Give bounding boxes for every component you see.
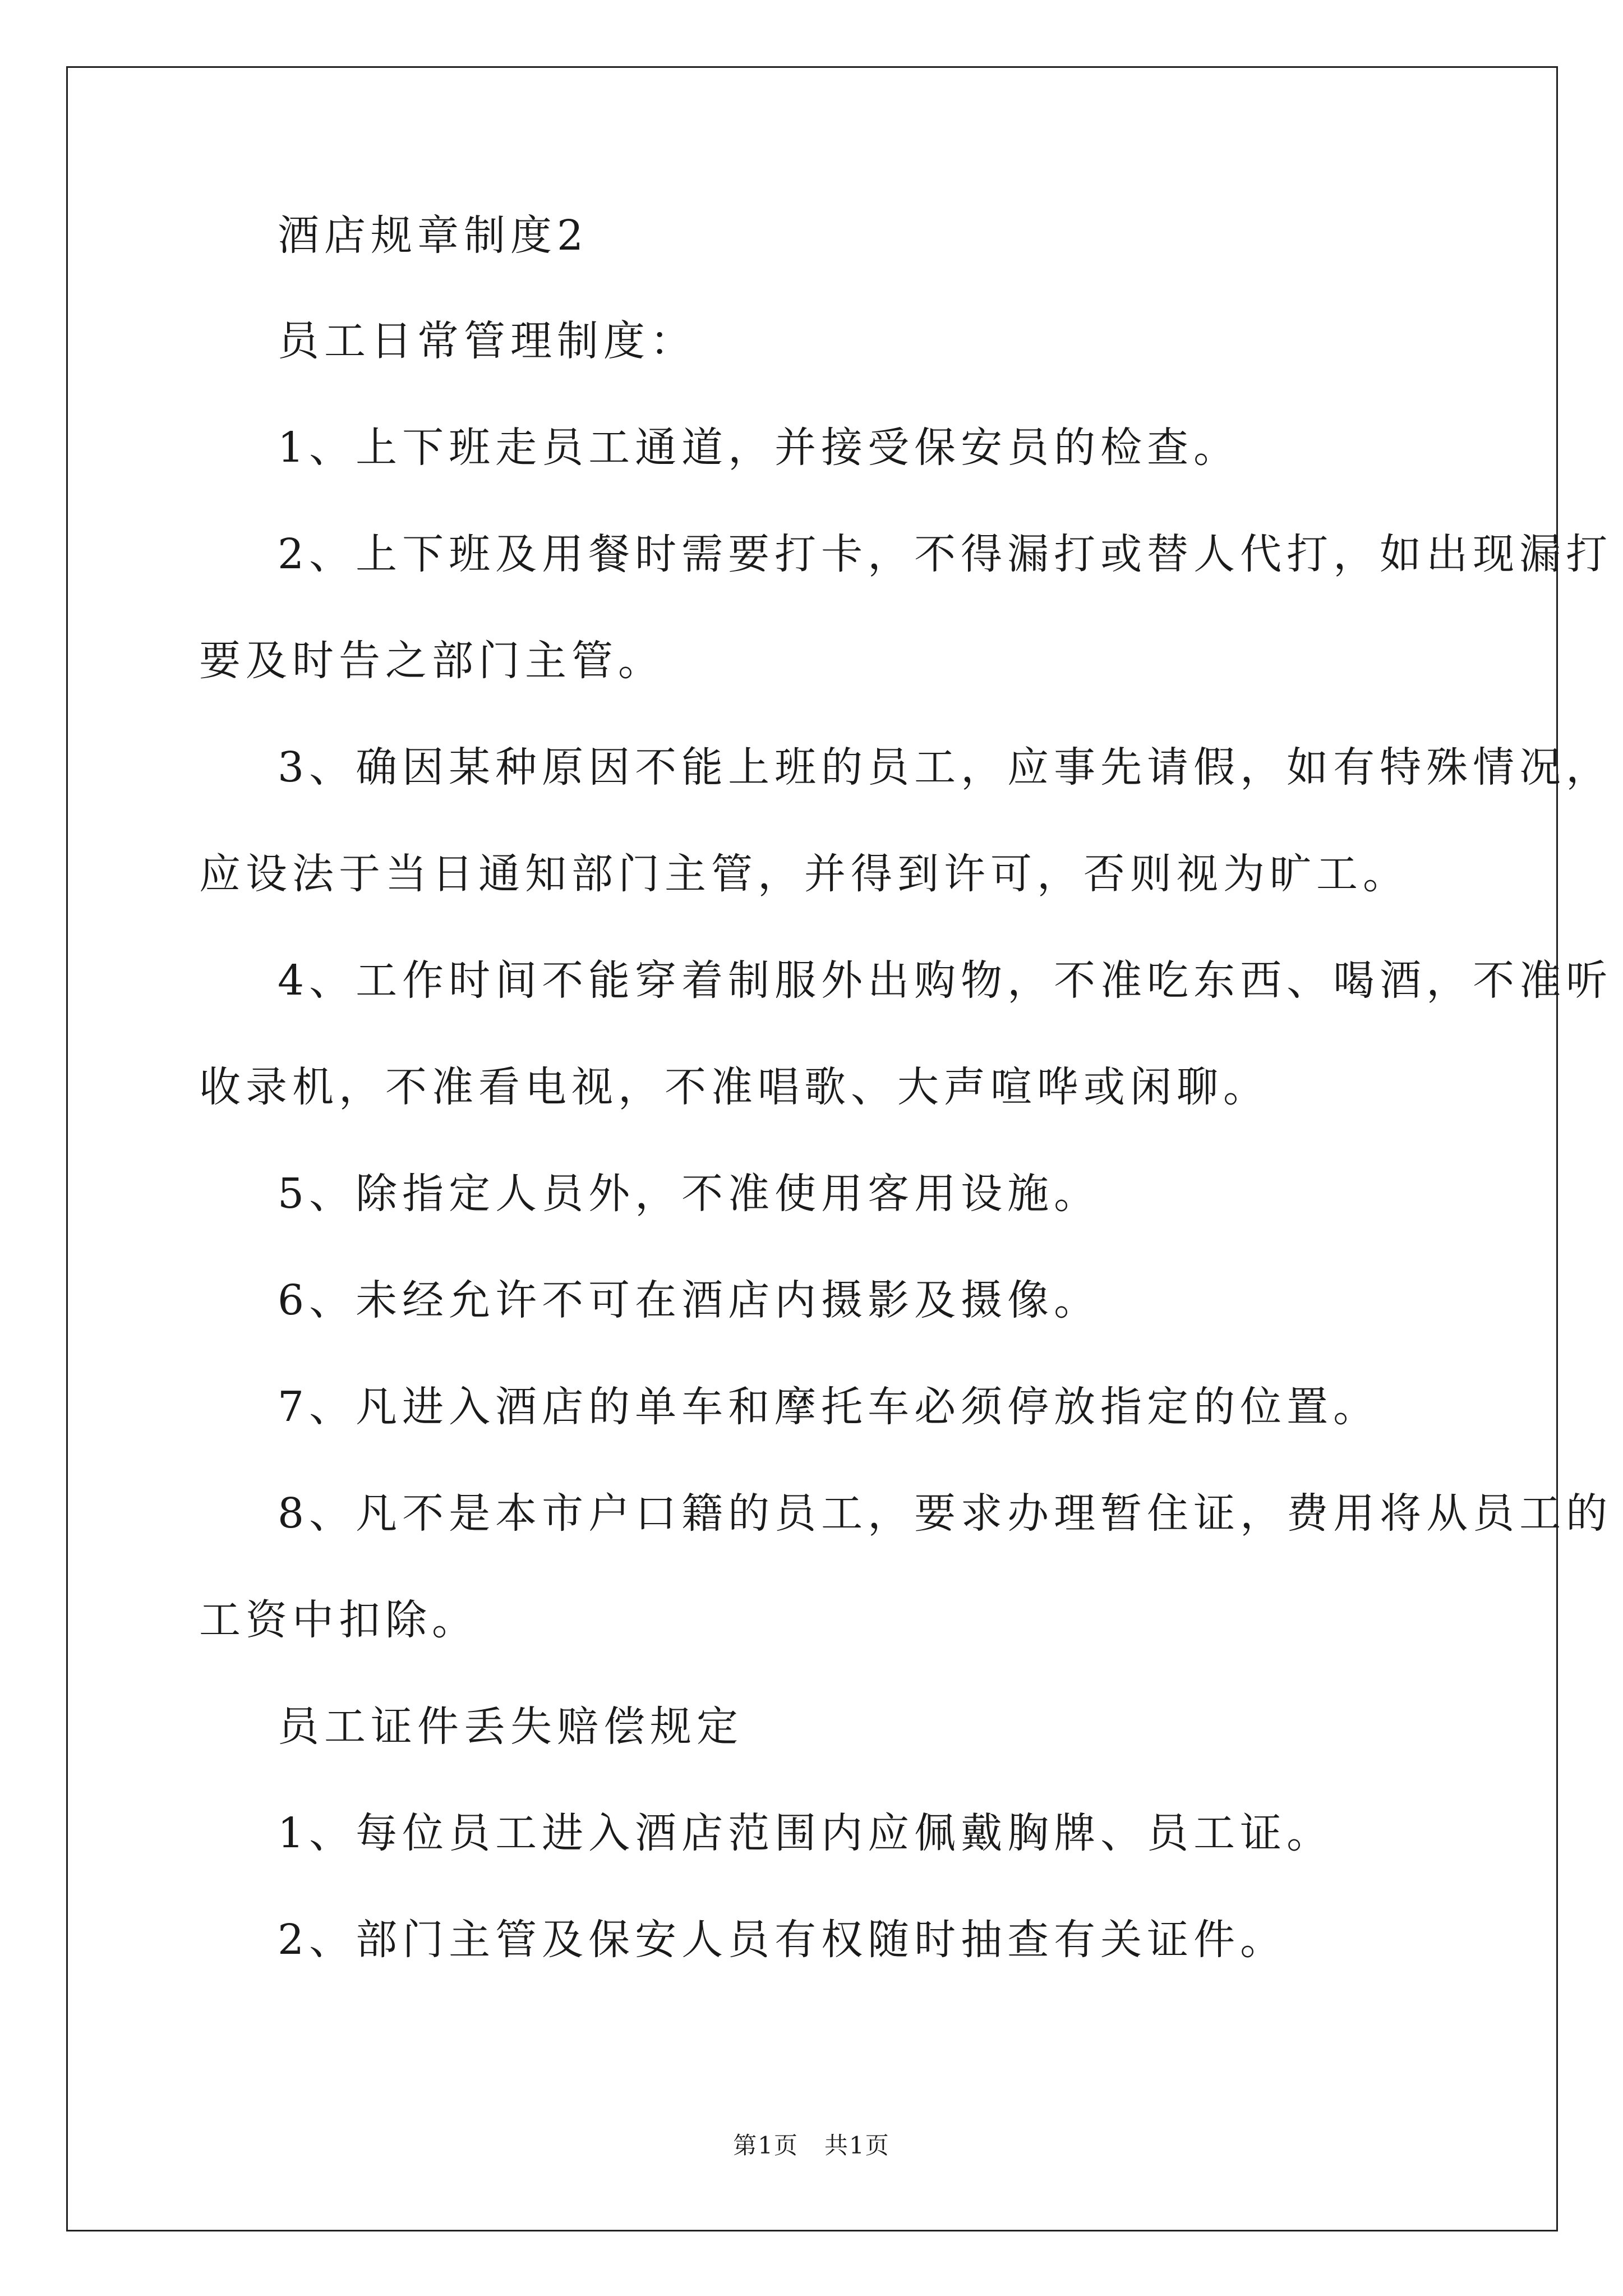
rule-item-continuation: 工资中扣除。 — [199, 1596, 478, 1644]
rule-item: 8、凡不是本市户口籍的员工，要求办理暂住证，费用将从员工的 — [278, 1489, 1613, 1538]
section-heading: 员工证件丢失赔偿规定 — [278, 1703, 743, 1751]
rule-item: 1、上下班走员工通道，并接受保安员的检查。 — [278, 424, 1241, 472]
section-heading: 员工日常管理制度： — [278, 317, 697, 365]
rule-item: 2、部门主管及保安人员有权随时抽查有关证件。 — [278, 1916, 1287, 1964]
rule-item: 2、上下班及用餐时需要打卡，不得漏打或替人代打，如出现漏打 — [278, 530, 1613, 578]
rule-item-continuation: 应设法于当日通知部门主管，并得到许可，否则视为旷工。 — [199, 850, 1409, 898]
rule-item: 1、每位员工进入酒店范围内应佩戴胸牌、员工证。 — [278, 1809, 1334, 1857]
rule-item: 3、确因某种原因不能上班的员工，应事先请假，如有特殊情况， — [278, 743, 1613, 792]
page-border — [66, 66, 1558, 2231]
document-title: 酒店规章制度2 — [278, 211, 589, 260]
rule-item: 4、工作时间不能穿着制服外出购物，不准吃东西、喝酒，不准听 — [278, 956, 1613, 1005]
rule-item: 6、未经允许不可在酒店内摄影及摄像。 — [278, 1276, 1101, 1324]
page-number-footer: 第1页 共1页 — [733, 2132, 890, 2159]
rule-item-continuation: 收录机，不准看电视，不准唱歌、大声喧哗或闲聊。 — [199, 1063, 1270, 1111]
rule-item: 7、凡进入酒店的单车和摩托车必须停放指定的位置。 — [278, 1383, 1380, 1431]
rule-item: 5、除指定人员外，不准使用客用设施。 — [278, 1170, 1101, 1218]
rule-item-continuation: 要及时告之部门主管。 — [199, 637, 665, 685]
